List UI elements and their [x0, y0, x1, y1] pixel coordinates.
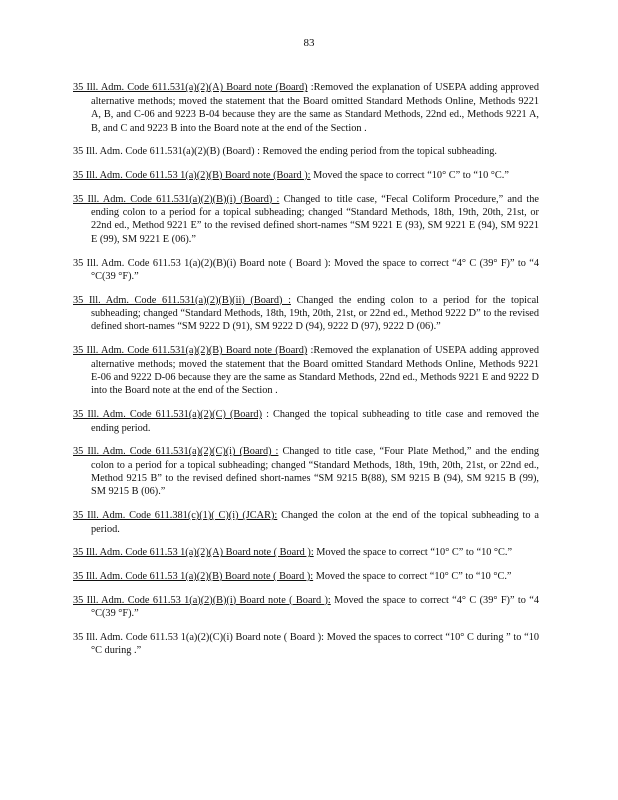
page-number: 83 [303, 37, 315, 49]
entry-text: Changed to title case, “Four Plate Method,” and the ending colon to a period for a topical subheading; changed “Standard Methods, 18th, 19th, 20th, 21st, or 22nd ed., Method 9215 B” to the revised defined short-names “SM 9215 B(88), SM 9215 B (94), SM 9215 B (99), SM 9215 B (06).” [91, 446, 539, 498]
entry-citation: 35 Ill. Adm. Code 611.531(a)(2)(B)(ii) (Board) : [73, 294, 291, 306]
entry-text: : Changed the topical subheading to title case and removed the ending period. [91, 409, 539, 434]
list-item [73, 169, 539, 182]
entry-text: Changed the colon at the end of the topical subheading to a period. [91, 510, 539, 535]
entry-text: Changed the ending colon to a period for the topical subheading; changed “Standard Methods, 18th, 19th, 20th, 21st, or 22nd ed., Method 9222 D” to the revised defined short-names “SM 9222 D (91), SM 9222 D (94), 9222 D (97), 9222 D (06).” [91, 294, 540, 333]
list-item [73, 408, 539, 435]
list-item [73, 509, 539, 536]
entry-text: :Removed the explanation of USEPA adding approved alternative methods; moved the statement that the Board omitted Standard Methods Online, Methods 9221 A, B, and C-06 and 9223 B-04 because they are the same as Standard Methods, 22nd ed., Methods 9221 A, B, and C and 9223 B into the Board note at the end of the Section . [91, 82, 539, 134]
entry-citation: 35 Ill. Adm. Code 611.53 1(a)(2)(B) Board note (Board ): [73, 169, 311, 181]
list-item [73, 594, 539, 621]
list-item [73, 570, 539, 583]
list-item [73, 631, 539, 658]
list-item [73, 257, 539, 284]
list-item [73, 193, 539, 247]
entry-citation: 35 Ill. Adm. Code 611.53 1(a)(2)(B)(i) Board note ( Board ): [73, 257, 331, 269]
entry-text: :Removed the explanation of USEPA adding approved alternative methods; moved the statement that the Board omitted Standard Methods Online, Methods 9221 E-06 and 9222 D-06 because they are the same as Standard Methods, 22nd ed., Methods 9221 E and 9222 D into the Board note at the end of the Section . [91, 345, 540, 397]
list-item [73, 546, 539, 559]
entry-text: Moved the space to correct “10° C” to “10 °C.” [315, 570, 512, 582]
list-item [73, 344, 539, 398]
list-item [73, 145, 539, 158]
entry-list [73, 71, 539, 665]
entry-text: Moved the space to correct “10° C” to “10 °C.” [313, 169, 509, 181]
entry-citation: 35 Ill. Adm. Code 611.381(c)(1)( C)(i) (JCAR): [73, 510, 278, 522]
list-item [73, 445, 539, 499]
entry-citation: 35 Ill. Adm. Code 611.53 1(a)(2)(B)(i) Board note ( Board ): [73, 594, 331, 606]
list-item [73, 81, 539, 135]
entry-text: Moved the spaces to correct “10° C during ” to “10 °C during .” [91, 631, 540, 657]
entry-citation: 35 Ill. Adm. Code 611.53 1(a)(2)(A) Board note ( Board ): [73, 547, 314, 559]
entry-citation: 35 Ill. Adm. Code 611.531(a)(2)(B)(i) (Board) : [73, 193, 280, 205]
entry-text: Moved the space to correct “4° C (39° F)” to “4 °C(39 °F).” [91, 257, 540, 282]
entry-citation: 35 Ill. Adm. Code 611.531(a)(2)(B) Board note (Board) [73, 345, 308, 357]
entry-text: Changed to title case, “Fecal Coliform Procedure,” and the ending colon to a period for a topical subheading; changed “Standard Methods, 18th, 19th, 20th, 21st, or 22nd ed., Method 9221 E” to the revised defined short-names “SM 9221 E (93), SM 9221 E (94), SM 9221 E (99), SM 9221 E (06).” [91, 193, 540, 245]
list-item [73, 294, 539, 334]
entry-citation: 35 Ill. Adm. Code 611.53 1(a)(2)(C)(i) Board note ( Board ): [73, 631, 324, 643]
entry-citation: 35 Ill. Adm. Code 611.531(a)(2)(C)(i) (Board) : [73, 446, 279, 458]
entry-citation: 35 Ill. Adm. Code 611.531(a)(2)(A) Board note (Board) [73, 82, 308, 94]
entry-citation: 35 Ill. Adm. Code 611.53 1(a)(2)(B) Board note ( Board ): [73, 570, 314, 582]
entry-citation: 35 Ill. Adm. Code 611.531(a)(2)(C) (Board) [73, 409, 262, 421]
entry-text: : Removed the ending period from the topical subheading. [257, 146, 497, 158]
entry-text: Moved the space to correct “4° C (39° F)” to “4 °C(39 °F).” [91, 594, 540, 620]
entry-citation: 35 Ill. Adm. Code 611.531(a)(2)(B) (Board) [73, 146, 255, 158]
entry-text: Moved the space to correct “10° C” to “10 °C.” [316, 547, 513, 559]
